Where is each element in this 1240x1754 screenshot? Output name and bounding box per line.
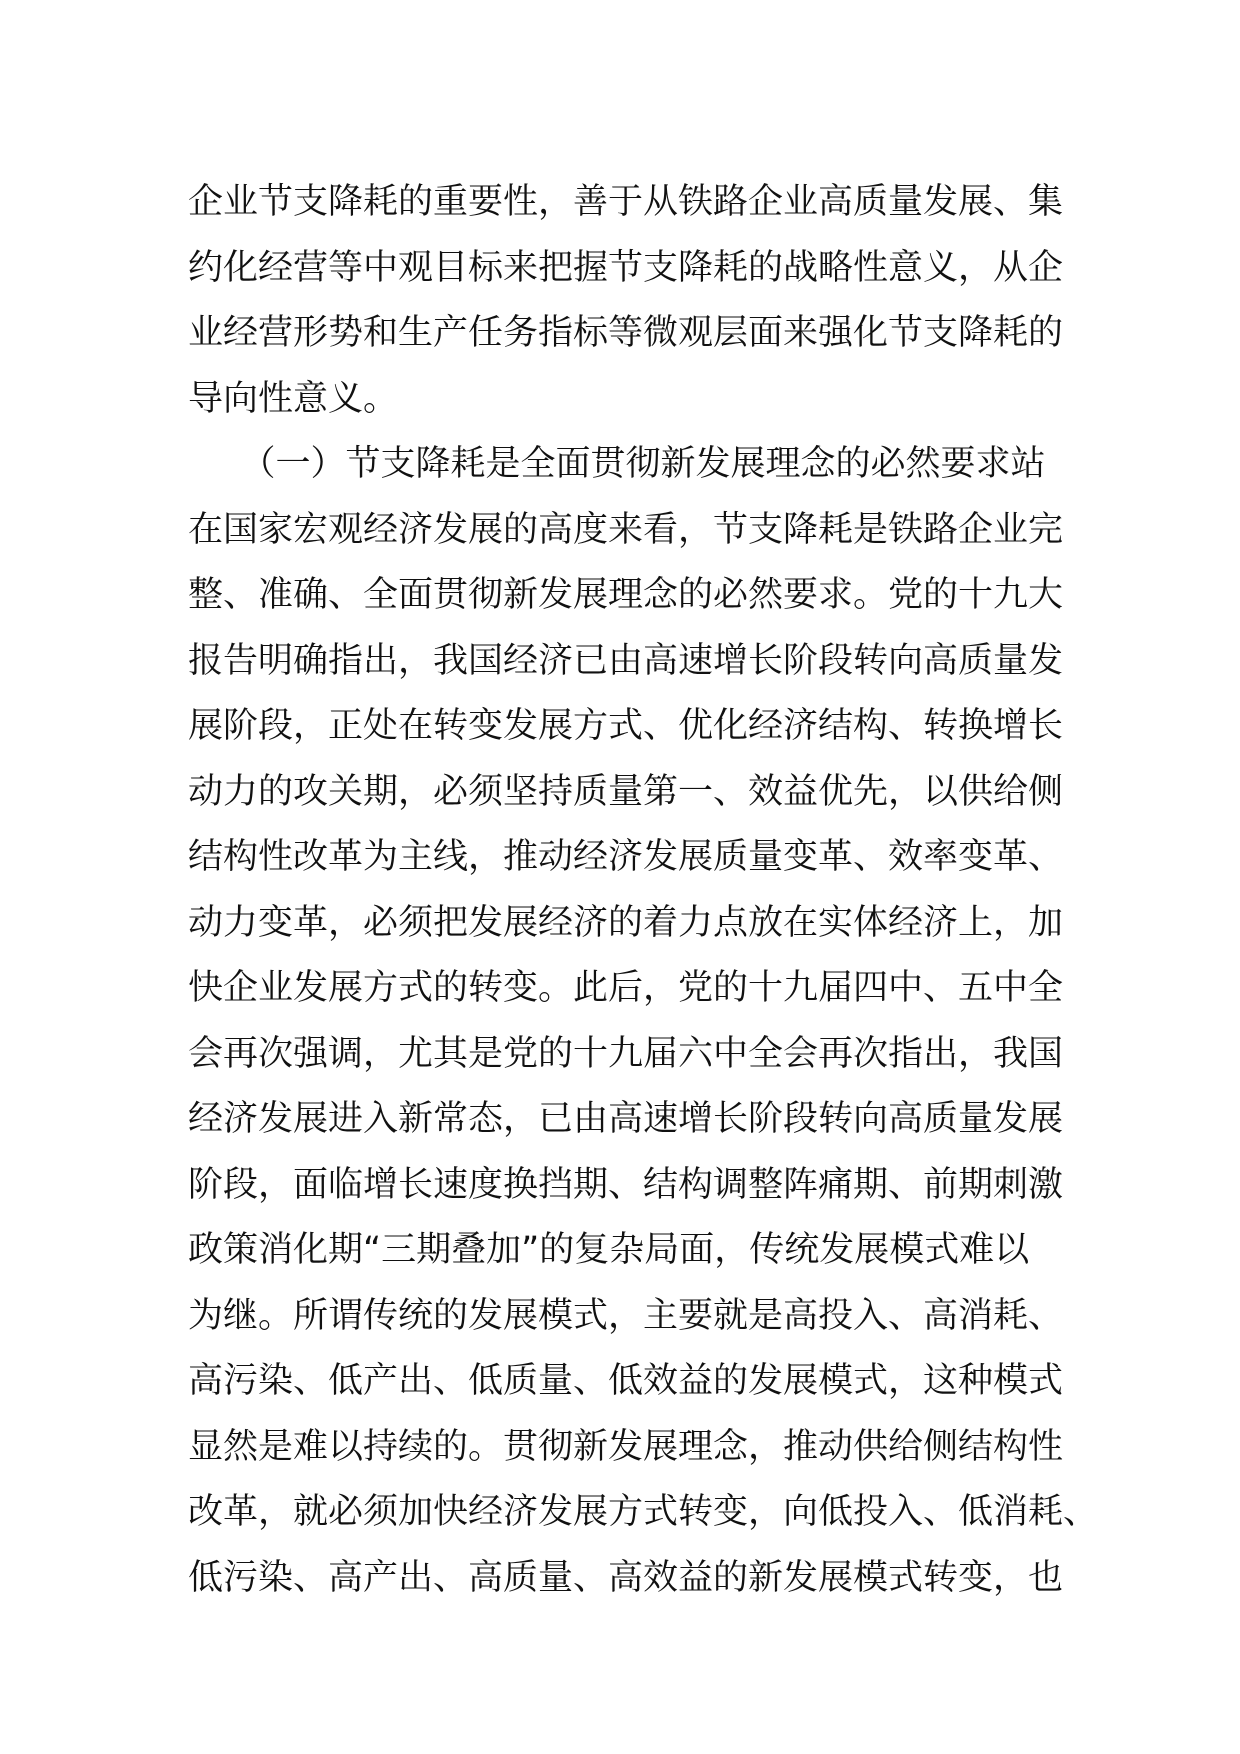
text-line: 高污染、低产出、低质量、低效益的发展模式，这种模式 [188,1361,1064,1401]
text-line: 报告明确指出，我国经济已由高速增长阶段转向高质量发 [188,640,1064,681]
text-line: 政策消化期“三期叠加”的复杂局面，传统发展模式难以 [188,1230,1030,1270]
text-line: 显然是难以持续的。贯彻新发展理念，推动供给侧结构性 [188,1426,1064,1467]
text-line: 动力的攻关期，必须坚持质量第一、效益优先，以供给侧 [188,771,1064,812]
text-line: 经济发展进入新常态，已由高速增长阶段转向高质量发展 [188,1099,1064,1139]
section-heading-line: （一）节支降耗是全面贯彻新发展理念的必然要求站 [188,444,1046,484]
text-line: 动力变革，必须把发展经济的着力点放在实体经济上，加 [188,902,1064,943]
text-line: 整、准确、全面贯彻新发展理念的必然要求。党的十九大 [188,575,1064,615]
text-line: 结构性改革为主线，推动经济发展质量变革、效率变革、 [188,837,1064,877]
text-line: 约化经营等中观目标来把握节支降耗的战略性意义，从企 [188,247,1064,288]
text-line: 改革，就必须加快经济发展方式转变，向低投入、低消耗、 [188,1492,1099,1532]
document-body [188,170,1099,1611]
text-line: 企业节支降耗的重要性，善于从铁路企业高质量发展、集 [188,182,1064,222]
text-line: 阶段，面临增长速度换挡期、结构调整阵痛期、前期刺激 [188,1164,1064,1205]
text-line: 业经营形势和生产任务指标等微观层面来强化节支降耗的 [188,313,1064,353]
text-line: 低污染、高产出、高质量、高效益的新发展模式转变，也 [188,1557,1064,1598]
text-line: 快企业发展方式的转变。此后，党的十九届四中、五中全 [188,968,1064,1008]
text-line: 为继。所谓传统的发展模式，主要就是高投入、高消耗、 [188,1295,1064,1336]
text-line: 在国家宏观经济发展的高度来看，节支降耗是铁路企业完 [188,509,1064,550]
text-line: 展阶段，正处在转变发展方式、优化经济结构、转换增长 [188,706,1064,746]
text-line: 会再次强调，尤其是党的十九届六中全会再次指出，我国 [188,1033,1064,1074]
text-line: 导向性意义。 [188,378,399,419]
